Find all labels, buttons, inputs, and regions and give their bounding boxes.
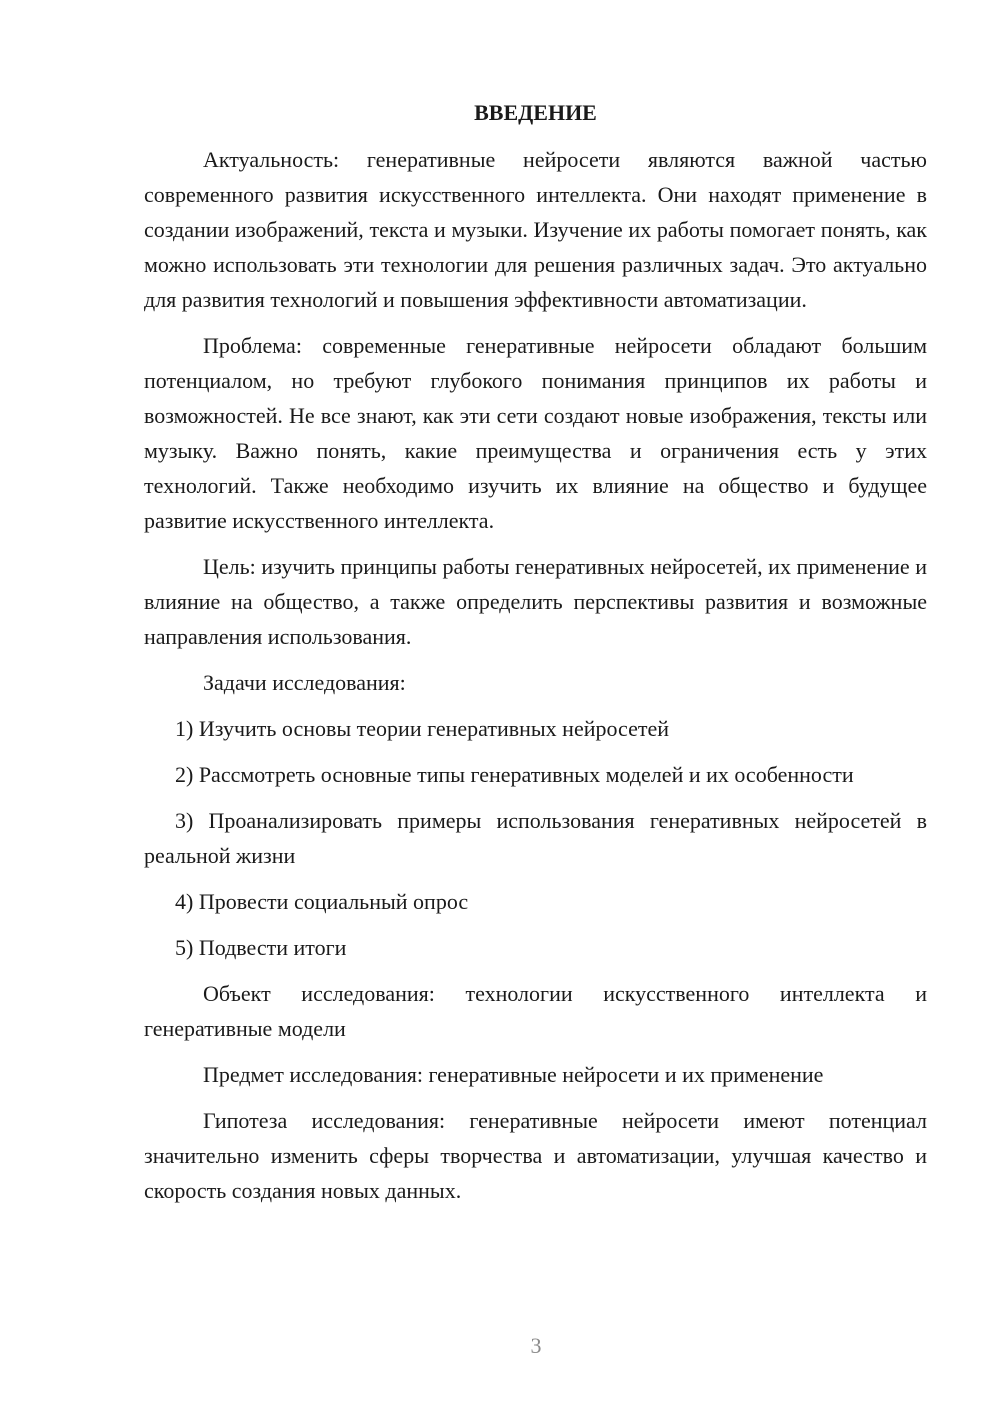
section-heading: ВВЕДЕНИЕ [474,100,597,125]
paragraph-task-4: 4) Провести социальный опрос [175,889,469,914]
page-content [144,95,927,1208]
paragraph-goal: Цель: изучить принципы работы генеративных нейросетей, их применение и влияние на общество, а также определить перспективы развития и возможные направления использования. [144,554,927,649]
paragraph-hypothesis: Гипотеза исследования: генеративные нейросети имеют потенциал значительно изменить сферы творчества и автоматизации, улучшая качество и скорость создания новых данных. [144,1108,927,1203]
paragraph-problem: Проблема: современные генеративные нейросети обладают большим потенциалом, но требуют глубокого понимания принципов их работы и возможностей. Не все знают, как эти сети создают новые изображения, тексты или музыку. Важно понять, какие преимущества и ограничения есть у этих технологий. Также необходимо изучить их влияние на общество и будущее развитие искусственного интеллекта. [144,333,927,533]
paragraph-object: Объект исследования: технологии искусственного интеллекта и генеративные модели [144,981,927,1041]
paragraph-task-3: 3) Проанализировать примеры использования генеративных нейросетей в реальной жизни [144,808,927,868]
page-number: 3 [530,1333,542,1358]
paragraph-relevance: Актуальность: генеративные нейросети являются важной частью современного развития искусственного интеллекта. Они находят применение в создании изображений, текста и музыки. Изучение их работы помогает понять, как можно использовать эти технологии для решения различных задач. Это актуально для развития технологий и повышения эффективности автоматизации. [144,147,927,312]
paragraph-task-5: 5) Подвести итоги [175,935,347,960]
paragraph-tasks-title: Задачи исследования: [203,670,406,695]
paragraph-container [144,142,927,1208]
paragraph-subject: Предмет исследования: генеративные нейросети и их применение [203,1062,824,1087]
paragraph-task-2: 2) Рассмотреть основные типы генеративных моделей и их особенности [175,762,854,787]
paragraph-task-1: 1) Изучить основы теории генеративных нейросетей [175,716,669,741]
